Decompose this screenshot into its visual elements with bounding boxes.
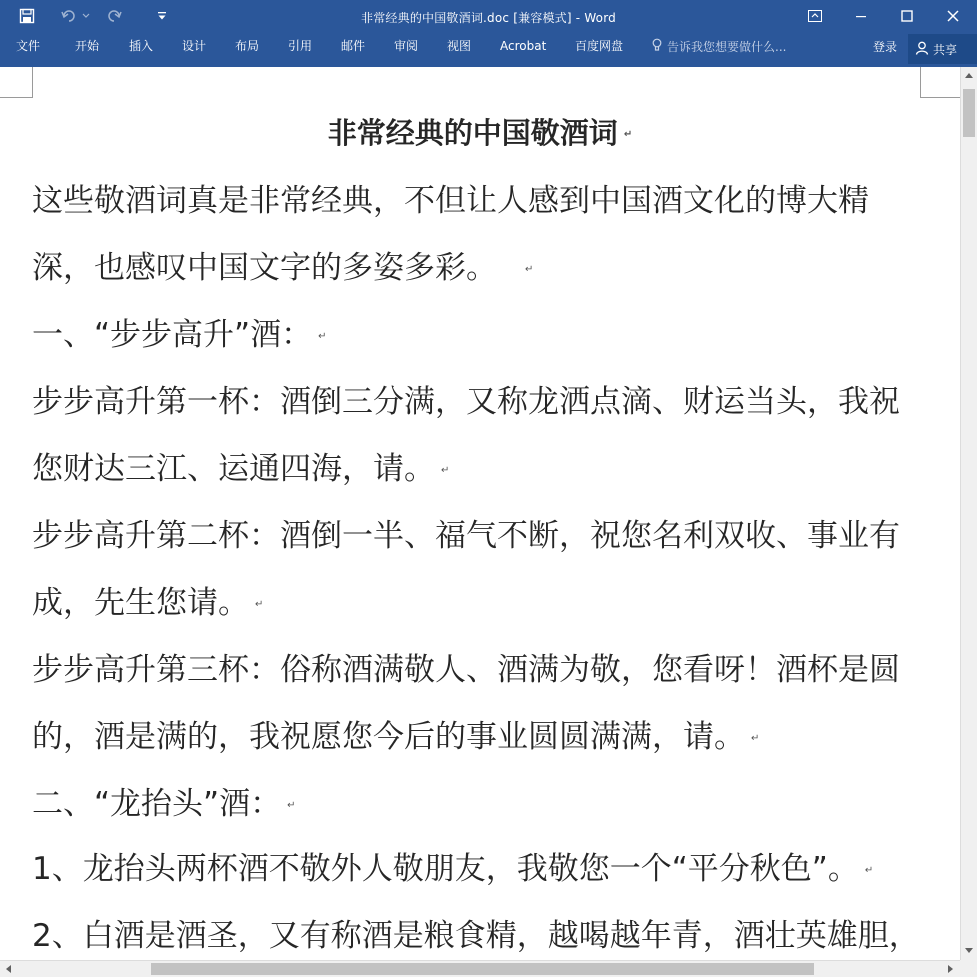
document-line: 2、白酒是酒圣，又有称酒是粮食精，越喝越年青，酒壮英雄胆， bbox=[32, 918, 920, 954]
page-corner-mark-left bbox=[0, 67, 33, 98]
tab-mailings[interactable]: 邮件 bbox=[341, 39, 366, 53]
paragraph-mark-icon: ↵ bbox=[864, 864, 874, 876]
document-line: 一、“步步高升”酒： ↵ bbox=[32, 317, 327, 353]
tab-acrobat[interactable]: Acrobat bbox=[500, 39, 547, 53]
share-label: 共享 bbox=[933, 42, 958, 57]
share-button[interactable] bbox=[908, 34, 977, 64]
document-page[interactable] bbox=[0, 67, 960, 960]
paragraph-mark-icon: ↵ bbox=[255, 598, 264, 610]
document-line: 步步高升第一杯：酒倒三分满，又称龙洒点滴、财运当头，我祝 bbox=[32, 384, 900, 420]
tell-me-text: 告诉我您想要做什么... bbox=[667, 40, 787, 54]
ribbon-display-options-icon[interactable] bbox=[792, 0, 838, 32]
document-line: 深，也感叹中国文字的多姿多彩。 ↵ bbox=[32, 250, 534, 286]
scroll-up-icon[interactable] bbox=[961, 68, 976, 83]
tab-file[interactable]: 文件 bbox=[16, 39, 41, 53]
paragraph-mark-icon: ↵ bbox=[318, 330, 327, 342]
maximize-icon[interactable] bbox=[884, 0, 930, 32]
paragraph-mark-icon: ↵ bbox=[525, 263, 534, 275]
lightbulb-icon bbox=[652, 38, 662, 55]
document-line: 这些敬酒词真是非常经典，不但让人感到中国酒文化的博大精 bbox=[32, 183, 869, 219]
scroll-left-icon[interactable] bbox=[1, 961, 16, 976]
paragraph-mark-icon: ↵ bbox=[751, 732, 760, 744]
document-line: 二、“龙抬头”酒： ↵ bbox=[32, 786, 296, 822]
tab-design[interactable]: 设计 bbox=[182, 39, 207, 53]
document-line: 1、龙抬头两杯酒不敬外人敬朋友，我敬您一个“平分秋色”。 ↵ bbox=[32, 851, 874, 887]
close-icon[interactable] bbox=[930, 0, 976, 32]
login-link[interactable]: 登录 bbox=[873, 40, 898, 54]
paragraph-mark-icon: ↵ bbox=[623, 129, 633, 140]
tab-view[interactable]: 视图 bbox=[447, 39, 472, 53]
ribbon-tabs bbox=[0, 34, 977, 67]
tab-layout[interactable]: 布局 bbox=[235, 39, 260, 53]
tab-review[interactable]: 审阅 bbox=[394, 39, 419, 53]
scroll-right-icon[interactable] bbox=[943, 961, 958, 976]
page-corner-mark-right bbox=[920, 67, 960, 98]
window-title: 非常经典的中国敬酒词.doc [兼容模式] - Word bbox=[361, 11, 616, 25]
tab-insert[interactable]: 插入 bbox=[129, 39, 154, 53]
title-bar bbox=[0, 0, 977, 34]
scrollbar-corner bbox=[960, 960, 977, 977]
document-line: 您财达三江、运通四海，请。 ↵ bbox=[32, 451, 450, 487]
tab-home[interactable]: 开始 bbox=[75, 39, 100, 53]
document-line: 步步高升第二杯：酒倒一半、福气不断，祝您名利双收、事业有 bbox=[32, 518, 900, 554]
vertical-scrollbar[interactable] bbox=[960, 67, 977, 960]
vertical-scroll-thumb[interactable] bbox=[963, 89, 975, 137]
document-line: 步步高升第三杯：俗称酒满敬人、酒满为敬，您看呀！酒杯是圆 bbox=[32, 652, 900, 688]
tab-baidu-netdisk[interactable]: 百度网盘 bbox=[575, 39, 624, 53]
document-line: 的，酒是满的，我祝愿您今后的事业圆圆满满，请。 ↵ bbox=[32, 719, 760, 755]
tab-references[interactable]: 引用 bbox=[288, 39, 313, 53]
horizontal-scrollbar[interactable] bbox=[0, 960, 960, 977]
document-title: 非常经典的中国敬酒词 ↵ bbox=[327, 116, 633, 150]
person-icon bbox=[915, 41, 929, 58]
document-line: 成，先生您请。 ↵ bbox=[32, 585, 264, 621]
scroll-down-icon[interactable] bbox=[961, 943, 976, 958]
tell-me-box[interactable] bbox=[652, 38, 786, 55]
horizontal-scroll-thumb[interactable] bbox=[151, 963, 814, 975]
minimize-icon[interactable] bbox=[838, 0, 884, 32]
paragraph-mark-icon: ↵ bbox=[287, 799, 296, 811]
paragraph-mark-icon: ↵ bbox=[441, 464, 450, 476]
